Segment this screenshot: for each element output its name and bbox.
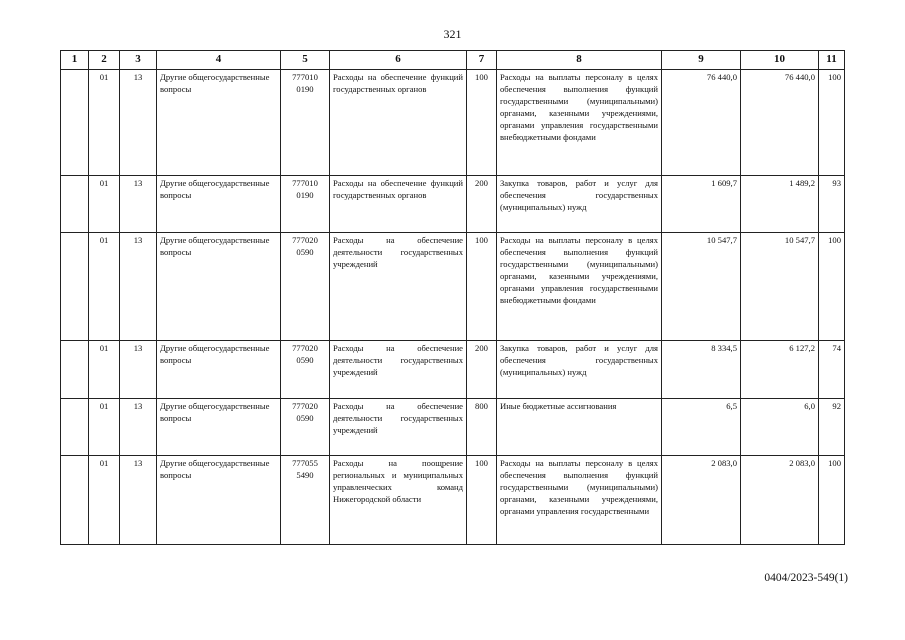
executed-amount-cell: 2 083,0: [741, 456, 819, 545]
row-index-cell: [61, 456, 89, 545]
execution-percent-cell: 100: [819, 233, 845, 341]
section-cell: 01: [89, 233, 120, 341]
target-article-name-cell: Расходы на обеспечение деятельности государственных учреждений: [330, 341, 467, 399]
table-row: [61, 399, 845, 456]
section-name-cell: Другие общегосударственные вопросы: [157, 233, 281, 341]
planned-amount-cell: 6,5: [662, 399, 741, 456]
column-header-1: 1: [61, 51, 89, 70]
expense-type-name-cell: Расходы на выплаты персоналу в целях обеспечения выполнения функций государственными (муниципальными) органами, казенными учреждениями, органами управления государственными: [497, 456, 662, 545]
page-number: 321: [443, 27, 462, 41]
target-article-cell: 777010 0190: [281, 176, 330, 233]
subsection-cell: 13: [120, 233, 157, 341]
budget-table: [60, 50, 845, 545]
target-article-cell: 777020 0590: [281, 341, 330, 399]
row-index-cell: [61, 399, 89, 456]
table-row: [61, 233, 845, 341]
executed-amount-cell: 6,0: [741, 399, 819, 456]
expense-type-name-cell: Иные бюджетные ассигнования: [497, 399, 662, 456]
executed-amount-cell: 6 127,2: [741, 341, 819, 399]
row-index-cell: [61, 341, 89, 399]
execution-percent-cell: 74: [819, 341, 845, 399]
section-name-cell: Другие общегосударственные вопросы: [157, 176, 281, 233]
subsection-cell: 13: [120, 70, 157, 176]
row-index-cell: [61, 176, 89, 233]
execution-percent-cell: 100: [819, 456, 845, 545]
planned-amount-cell: 76 440,0: [662, 70, 741, 176]
section-cell: 01: [89, 70, 120, 176]
expense-type-cell: 200: [467, 176, 497, 233]
column-header-6: 6: [330, 51, 467, 70]
executed-amount-cell: 76 440,0: [741, 70, 819, 176]
column-header-10: 10: [741, 51, 819, 70]
section-name-cell: Другие общегосударственные вопросы: [157, 399, 281, 456]
column-header-2: 2: [89, 51, 120, 70]
expense-type-cell: 200: [467, 341, 497, 399]
section-name-cell: Другие общегосударственные вопросы: [157, 456, 281, 545]
expense-type-name-cell: Закупка товаров, работ и услуг для обеспечения государственных (муниципальных) нужд: [497, 341, 662, 399]
column-header-11: 11: [819, 51, 845, 70]
target-article-cell: 777020 0590: [281, 233, 330, 341]
expense-type-cell: 100: [467, 70, 497, 176]
expense-type-cell: 100: [467, 456, 497, 545]
planned-amount-cell: 10 547,7: [662, 233, 741, 341]
target-article-name-cell: Расходы на обеспечение деятельности государственных учреждений: [330, 399, 467, 456]
section-cell: 01: [89, 456, 120, 545]
column-header-3: 3: [120, 51, 157, 70]
target-article-cell: 777055 5490: [281, 456, 330, 545]
target-article-name-cell: Расходы на поощрение региональных и муниципальных управленческих команд Нижегородской области: [330, 456, 467, 545]
subsection-cell: 13: [120, 399, 157, 456]
header-row: [61, 51, 845, 70]
expense-type-name-cell: Расходы на выплаты персоналу в целях обеспечения выполнения функций государственными (муниципальными) органами, казенными учреждениями, органами управления государственными внебюджетными фондами: [497, 70, 662, 176]
executed-amount-cell: 1 489,2: [741, 176, 819, 233]
section-name-cell: Другие общегосударственные вопросы: [157, 341, 281, 399]
executed-amount-cell: 10 547,7: [741, 233, 819, 341]
target-article-name-cell: Расходы на обеспечение деятельности государственных учреждений: [330, 233, 467, 341]
expense-type-cell: 800: [467, 399, 497, 456]
planned-amount-cell: 1 609,7: [662, 176, 741, 233]
section-cell: 01: [89, 341, 120, 399]
table-row: [61, 341, 845, 399]
table-row: [61, 456, 845, 545]
table-row: [61, 70, 845, 176]
column-header-8: 8: [497, 51, 662, 70]
target-article-name-cell: Расходы на обеспечение функций государственных органов: [330, 70, 467, 176]
column-header-7: 7: [467, 51, 497, 70]
section-cell: 01: [89, 399, 120, 456]
subsection-cell: 13: [120, 341, 157, 399]
column-header-4: 4: [157, 51, 281, 70]
row-index-cell: [61, 70, 89, 176]
execution-percent-cell: 93: [819, 176, 845, 233]
expense-type-name-cell: Закупка товаров, работ и услуг для обеспечения государственных (муниципальных) нужд: [497, 176, 662, 233]
column-header-5: 5: [281, 51, 330, 70]
target-article-cell: 777020 0590: [281, 399, 330, 456]
column-header-9: 9: [662, 51, 741, 70]
planned-amount-cell: 2 083,0: [662, 456, 741, 545]
target-article-name-cell: Расходы на обеспечение функций государственных органов: [330, 176, 467, 233]
section-name-cell: Другие общегосударственные вопросы: [157, 70, 281, 176]
target-article-cell: 777010 0190: [281, 70, 330, 176]
subsection-cell: 13: [120, 176, 157, 233]
document-code: 0404/2023-549(1): [764, 572, 848, 584]
table-body: [61, 70, 845, 545]
expense-type-cell: 100: [467, 233, 497, 341]
expense-type-name-cell: Расходы на выплаты персоналу в целях обеспечения выполнения функций государственными (муниципальными) органами, казенными учреждениями, органами управления государственными внебюджетными фондами: [497, 233, 662, 341]
execution-percent-cell: 100: [819, 70, 845, 176]
table-row: [61, 176, 845, 233]
execution-percent-cell: 92: [819, 399, 845, 456]
table-header: [61, 51, 845, 70]
subsection-cell: 13: [120, 456, 157, 545]
section-cell: 01: [89, 176, 120, 233]
row-index-cell: [61, 233, 89, 341]
planned-amount-cell: 8 334,5: [662, 341, 741, 399]
